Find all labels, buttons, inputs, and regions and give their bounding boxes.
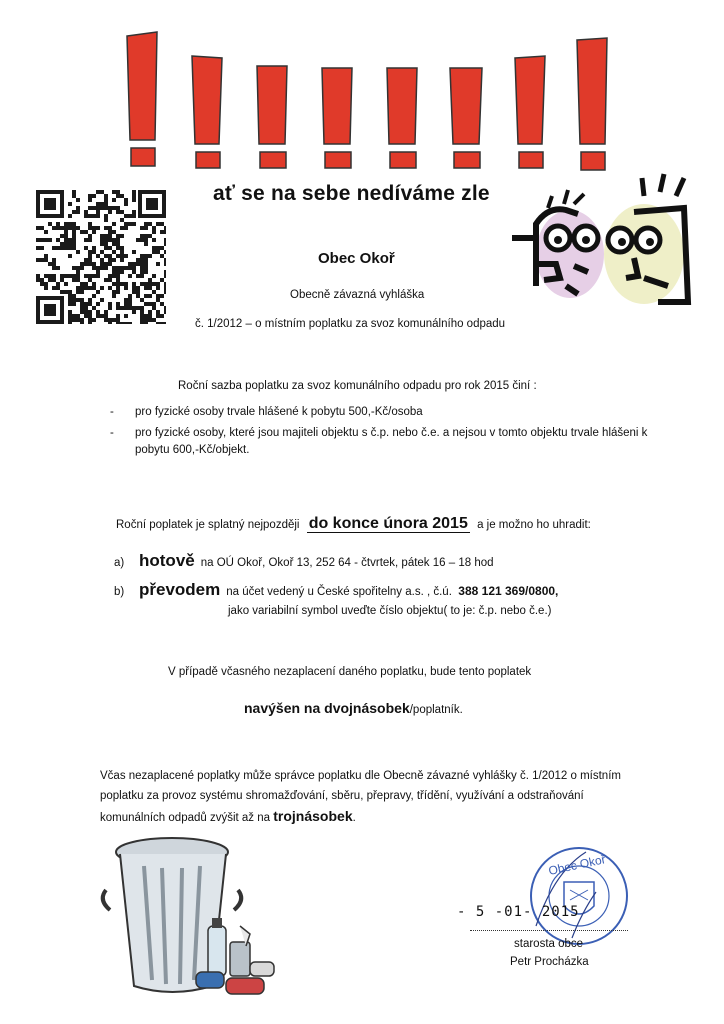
- exclamation-mark-icon: [385, 64, 419, 172]
- exclamation-mark-icon: [255, 62, 289, 172]
- decree-number: č. 1/2012 – o místním poplatku za svoz komunálního odpadu: [195, 318, 506, 330]
- option-label: b): [114, 586, 125, 598]
- option-text: na OÚ Okoř, Okoř 13, 252 64 - čtvrtek, pátek 16 – 18 hod: [200, 557, 494, 569]
- penalty-paragraph: [100, 766, 640, 828]
- rate-text: pro fyzické osoby trvale hlášené k pobytu 500,-Kč/osoba: [135, 406, 423, 418]
- exclamation-mark-icon: [575, 34, 609, 172]
- list-item: [110, 404, 670, 421]
- option-label: a): [114, 557, 125, 569]
- municipality-title: Obec Okoř: [318, 250, 395, 267]
- exclamation-mark-icon: [125, 28, 159, 168]
- payment-option-cash: [114, 551, 494, 571]
- signature-role: starosta obce: [514, 938, 584, 950]
- exclamation-mark-icon: [448, 64, 484, 172]
- trash-can-icon: [100, 830, 290, 1002]
- deadline-suffix: a je možno ho uhradit:: [477, 519, 591, 531]
- option-method: hotově: [139, 551, 195, 570]
- decree-type: Obecně závazná vyhláška: [290, 289, 425, 301]
- account-number: 388 121 369/0800,: [458, 584, 559, 598]
- penalty-intro: V případě včasného nezaplacení daného poplatku, bude tento poplatek: [168, 666, 532, 678]
- list-dash: -: [110, 406, 114, 418]
- payment-option-transfer: [114, 580, 558, 600]
- list-item: [110, 425, 670, 459]
- signature-name: Petr Procházka: [510, 956, 589, 968]
- payment-deadline-line: [116, 515, 591, 533]
- option-text: na účet vedený u České spořitelny a.s. , č.ú.: [226, 586, 452, 598]
- penalty-bold: navýšen na dvojnásobek: [244, 700, 410, 716]
- deadline-highlight: do konce února 2015: [308, 515, 468, 532]
- tagline: ať se na sebe nedíváme zle: [213, 182, 490, 205]
- rates-list: [110, 404, 670, 463]
- cartoon-faces-icon: [508, 168, 700, 310]
- qr-code-icon: [36, 190, 166, 324]
- rate-text: pro fyzické osoby, které jsou majiteli objektu s č.p. nebo č.e. a nejsou v tomto objektu trvale hlášeni k pobytu 600,-Kč/objekt.: [135, 427, 648, 456]
- penalty-triple: trojnásobek: [273, 808, 353, 824]
- list-dash: -: [110, 427, 114, 439]
- penalty-suffix: /poplatník.: [409, 704, 463, 716]
- exclamation-mark-icon: [320, 64, 354, 172]
- signature-line: [470, 930, 628, 931]
- variable-symbol-note: jako variabilní symbol uveďte číslo objektu( to je: č.p. nebo č.e.): [228, 605, 552, 617]
- exclamation-mark-icon: [513, 52, 547, 172]
- signature-date: - 5 -01- 2015: [457, 904, 580, 920]
- penalty-text: Včas nezaplacené poplatky může správce poplatku dle Obecně závazné vyhlášky č. 1/2012 o místním poplatku za provoz systému shromažďování, sběru, přepravy, třídění, využívání a odstraňování komunálních odpadů zvýšit až na: [100, 770, 621, 824]
- stamp-text: Obec Okoř: [547, 852, 607, 878]
- option-method: převodem: [139, 580, 221, 599]
- penalty-end: .: [352, 812, 356, 824]
- rates-intro: Roční sazba poplatku za svoz komunálního odpadu pro rok 2015 činí :: [178, 380, 537, 392]
- penalty-double: [244, 700, 463, 716]
- deadline-prefix: Roční poplatek je splatný nejpozději: [116, 519, 300, 531]
- exclamation-mark-icon: [190, 52, 224, 172]
